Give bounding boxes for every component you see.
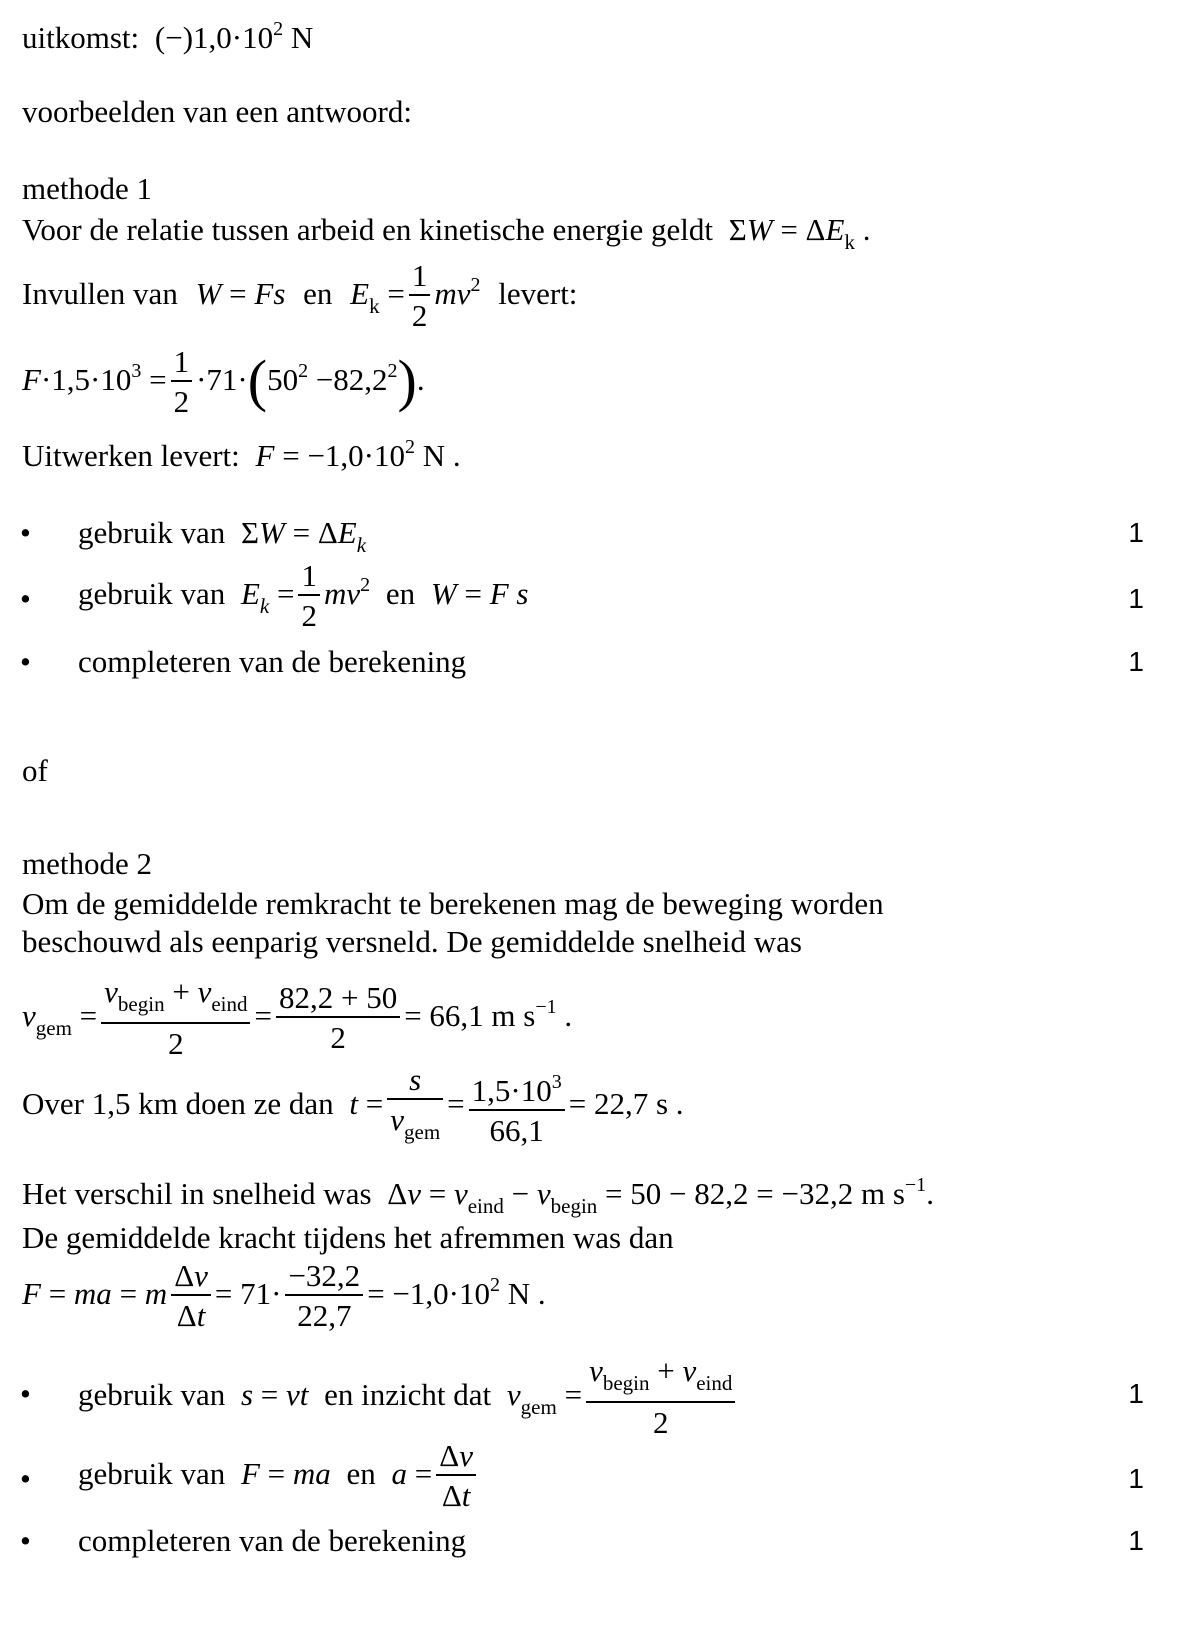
time-formula: t = $\frac{s}{v_{gem}}$ = $\frac{1,5\cdot 10^3}{66,1}$ = 22,7 s . (349, 1086, 683, 1121)
outcome-label: uitkomst: (22, 20, 140, 55)
velocity-difference-formula: $\Delta v = v_{eind} - v_{begin} = 50 - 82,2 = -32,2$ m $s^{-1}$. (387, 1174, 934, 1218)
criterion-score: 1 (1128, 1525, 1144, 1556)
force-equation: F = ma = m $\frac{\Delta v}{\Delta t}$ = 71· $\frac{-32,2}{22,7}$ = $-1,0\cdot 10^2$ N . (22, 1258, 546, 1336)
criterion-score: 1 (1128, 583, 1144, 614)
criterion-text: completeren van de berekening (78, 1523, 467, 1558)
method1-intro-line (22, 211, 870, 261)
time-line (22, 1062, 684, 1152)
criterion-score: 1 (1128, 1378, 1144, 1409)
conj-en: en (303, 276, 333, 312)
method2-paragraph-line2: beschouwd als eenparig versneld. De gemiddelde snelheid was (22, 924, 802, 959)
bullet-icon: • (20, 515, 31, 550)
criterion-row (0, 1353, 1180, 1440)
formula-w-fs: W = Fs (195, 276, 286, 312)
criterion-text: gebruik van s = vt en inzicht dat $v_{gem}$ = $\frac{v_{begin} + v_{eind}}{2}$ (78, 1353, 739, 1443)
bullet-icon: • (20, 1461, 31, 1496)
method1-equation: $F\cdot 1,5\cdot 10^3$ = $\frac{1}{2}$ $\cdot 71\cdot(50^2 -82,2^2)$. (22, 344, 425, 422)
criterion-row (0, 1438, 1180, 1520)
bullet-icon: • (20, 644, 31, 679)
avg-velocity-equation: $v_{gem}$ = $\frac{v_{begin} + v_{eind}}{2}$ = $\frac{82,2 + 50}{2}$ = 66,1 m $s^{-1}$ . (22, 974, 572, 1064)
force-intro: De gemiddelde kracht tijdens het afremmen was dan (22, 1220, 674, 1255)
formula-ek: $E_k$ = $\frac{1}{2}$ $mv^2$ (350, 276, 480, 311)
bullet-icon: • (20, 1376, 31, 1411)
velocity-difference-line (22, 1166, 934, 1225)
method2-title: methode 2 (22, 846, 152, 881)
method1-title: methode 1 (22, 171, 152, 206)
result-formula: $F = -1,0\cdot 10^2$ N . (255, 436, 461, 473)
bullet-icon: • (20, 581, 31, 616)
criterion-row (0, 643, 1180, 703)
criterion-score: 1 (1128, 646, 1144, 677)
result-label: Uitwerken levert: (22, 438, 240, 473)
substitution-label: Invullen van (22, 276, 178, 312)
criterion-row (0, 558, 1180, 640)
criterion-text: completeren van de berekening (78, 644, 467, 679)
work-energy-formula: $\Sigma W = \Delta E_k$ . (728, 212, 871, 254)
criterion-score: 1 (1128, 517, 1144, 548)
criterion-text: gebruik van F = ma en a = $\frac{\Delta v}{\Delta t}$ (78, 1438, 480, 1516)
criterion-text: gebruik van $\Sigma W = \Delta E_k$ (78, 515, 367, 557)
method2-paragraph-line1: Om de gemiddelde remkracht te berekenen mag de beweging worden (22, 886, 884, 921)
method1-intro-text: Voor de relatie tussen arbeid en kinetische energie geldt (22, 212, 713, 247)
or-separator: of (22, 753, 48, 788)
time-label: Over 1,5 km doen ze dan (22, 1086, 334, 1122)
outcome-line (22, 10, 313, 57)
velocity-difference-label: Het verschil in snelheid was (22, 1176, 372, 1211)
method1-result-line (22, 428, 461, 475)
bullet-icon: • (20, 1523, 31, 1558)
criterion-score: 1 (1128, 1463, 1144, 1494)
examples-heading: voorbeelden van een antwoord: (22, 94, 412, 129)
method1-substitution-line (22, 258, 577, 336)
outcome-formula: $(-)1,0\cdot 10^2$ N (154, 18, 314, 55)
criterion-row (0, 1522, 1180, 1582)
criterion-text: gebruik van $E_k$ = $\frac{1}{2}$ $mv^2$ en W = F s (78, 558, 528, 636)
levert-label: levert: (498, 276, 578, 312)
